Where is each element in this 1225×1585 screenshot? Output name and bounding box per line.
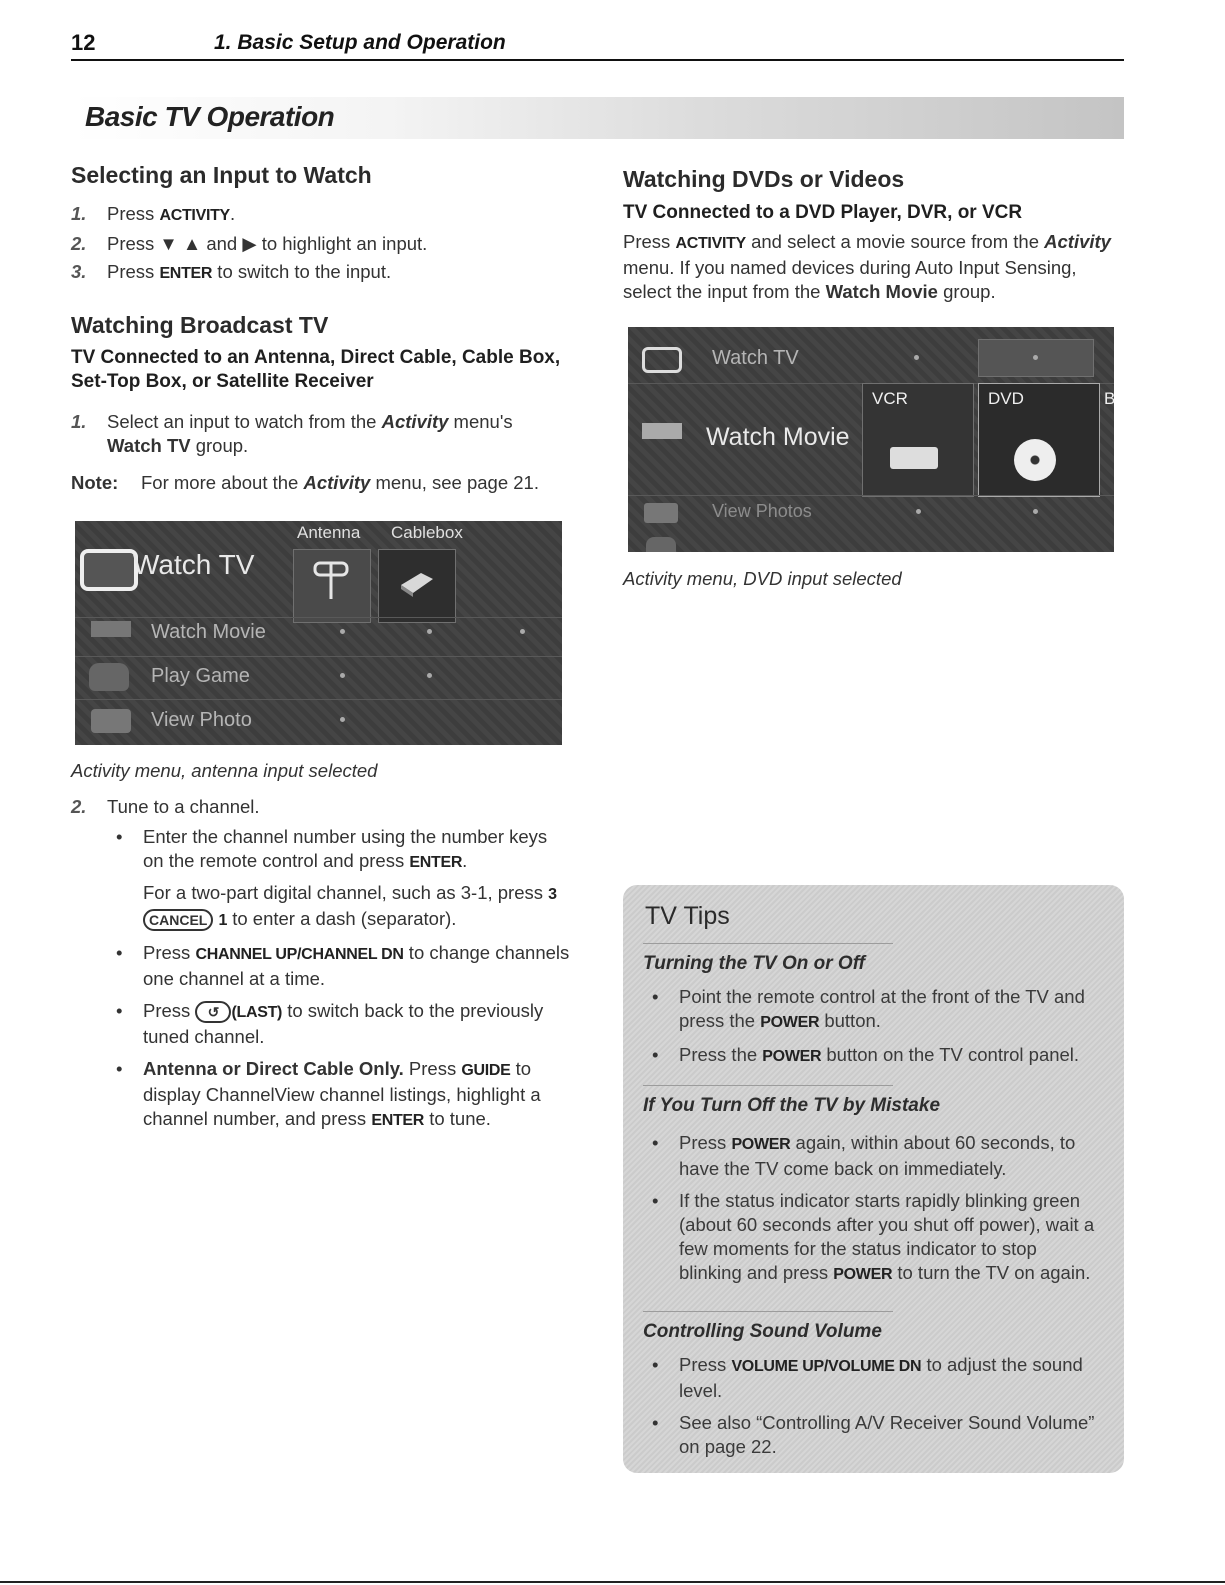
activity-menu-screenshot-dvd (628, 327, 1114, 552)
list-item: • If the status indicator starts rapidly blinking green (about 60 seconds after you shut off power), wait a few moments for the status indicator to stop blinking and press POWER to turn the TV on again. (643, 1189, 1100, 1287)
tips-title: TV Tips (645, 902, 730, 930)
tips-volume-list (643, 1353, 1100, 1467)
antenna-label: Antenna (297, 523, 361, 542)
cancel-key: CANCEL (143, 909, 213, 931)
view-photo-label: View Photo (151, 709, 252, 731)
subheading-dvd: TV Connected to a DVD Player, DVR, or VCR (623, 202, 1023, 223)
list-item: • Press CHANNEL UP/CHANNEL DN to change channels one channel at a time. (107, 941, 572, 991)
disc-icon (1014, 439, 1056, 481)
cablebox-icon (397, 563, 437, 597)
tips-subheading-on-off: Turning the TV On or Off (643, 953, 866, 974)
tips-on-off-list (643, 985, 1100, 1077)
heading-selecting-input: Selecting an Input to Watch (71, 162, 372, 188)
step-item: 2. Press ▼ ▲ and ▶ to highlight an input. (71, 233, 428, 254)
list-item: • Press the POWER button on the TV control panel. (643, 1043, 1100, 1069)
section-title: Basic TV Operation (85, 101, 335, 132)
list-item: • Press POWER again, within about 60 seconds, to have the TV come back on immediately. (643, 1131, 1100, 1181)
game-controller-icon (89, 663, 129, 691)
view-photos-label: View Photos (712, 501, 812, 521)
camera-icon (644, 503, 678, 523)
list-item: • Press VOLUME UP/VOLUME DN to adjust the sound level. (643, 1353, 1100, 1403)
next-tile-label: B (1104, 389, 1116, 408)
dvd-paragraph: Press ACTIVITY and select a movie source from the Activity menu. If you named devices during Auto Input Sensing, select the input from the Watch Movie group. (623, 231, 1111, 302)
tune-steps (71, 795, 571, 823)
game-controller-icon (646, 537, 676, 552)
cablebox-label: Cablebox (391, 523, 463, 542)
tips-mistake-list (643, 1131, 1100, 1295)
list-item: • Enter the channel number using the number keys on the remote control and press ENTER. For a two-part digital channel, such as 3-1, press 3 CANCEL 1 to enter a dash (separator). (107, 825, 572, 933)
note: Note: For more about the Activity menu, see page 21. (71, 472, 539, 493)
list-item: • Antenna or Direct Cable Only. Press GUIDE to display ChannelView channel listings, highlight a channel number, and press ENTER to tune. (107, 1057, 572, 1133)
header-rule (71, 59, 1124, 61)
list-item: • See also “Controlling A/V Receiver Sound Volume” on page 22. (643, 1411, 1100, 1459)
caption-dvd: Activity menu, DVD input selected (623, 568, 902, 589)
antenna-icon (311, 559, 351, 601)
subheading-broadcast: TV Connected to an Antenna, Direct Cable, Cable Box, Set-Top Box, or Satellite Receiver (71, 347, 561, 392)
step-item: 2. Tune to a channel. (71, 796, 260, 817)
page-number: 12 (71, 30, 96, 55)
broadcast-steps (71, 410, 571, 462)
vcr-label: VCR (872, 389, 908, 408)
dvd-label: DVD (988, 389, 1024, 408)
tv-icon (642, 347, 682, 373)
footer-rule (0, 1581, 1225, 1583)
vcr-cassette-icon (890, 447, 938, 469)
tips-subheading-mistake: If You Turn Off the TV by Mistake (643, 1095, 941, 1116)
camera-icon (91, 709, 131, 733)
chapter-title: 1. Basic Setup and Operation (214, 31, 506, 54)
film-icon (91, 621, 131, 637)
heading-broadcast-tv: Watching Broadcast TV (71, 312, 329, 338)
watch-movie-label: Watch Movie (151, 621, 266, 643)
list-item: • Point the remote control at the front of the TV and press the POWER button. (643, 985, 1100, 1035)
heading-watching-dvds: Watching DVDs or Videos (623, 166, 905, 192)
list-item: • Press ↺ (LAST) to switch back to the previously tuned channel. (107, 999, 572, 1049)
activity-menu-screenshot-antenna (75, 521, 562, 745)
film-icon (642, 423, 682, 439)
last-key-icon: ↺ (195, 1001, 231, 1023)
play-game-label: Play Game (151, 665, 250, 687)
select-input-steps (71, 202, 591, 290)
step-item: 3. Press ENTER to switch to the input. (71, 261, 392, 282)
step-item: 1. Press ACTIVITY. (71, 203, 236, 224)
tv-tips-box (623, 885, 1124, 1473)
watch-tv-label: Watch TV (133, 549, 255, 580)
watch-movie-label: Watch Movie (706, 423, 850, 451)
watch-tv-label: Watch TV (712, 347, 799, 369)
step-item: 1. Select an input to watch from the Activity menu's Watch TV group. (71, 411, 513, 456)
tune-bullets (107, 825, 572, 1141)
tips-subheading-volume: Controlling Sound Volume (643, 1321, 882, 1342)
caption-antenna: Activity menu, antenna input selected (71, 760, 378, 781)
tv-icon (80, 549, 138, 591)
